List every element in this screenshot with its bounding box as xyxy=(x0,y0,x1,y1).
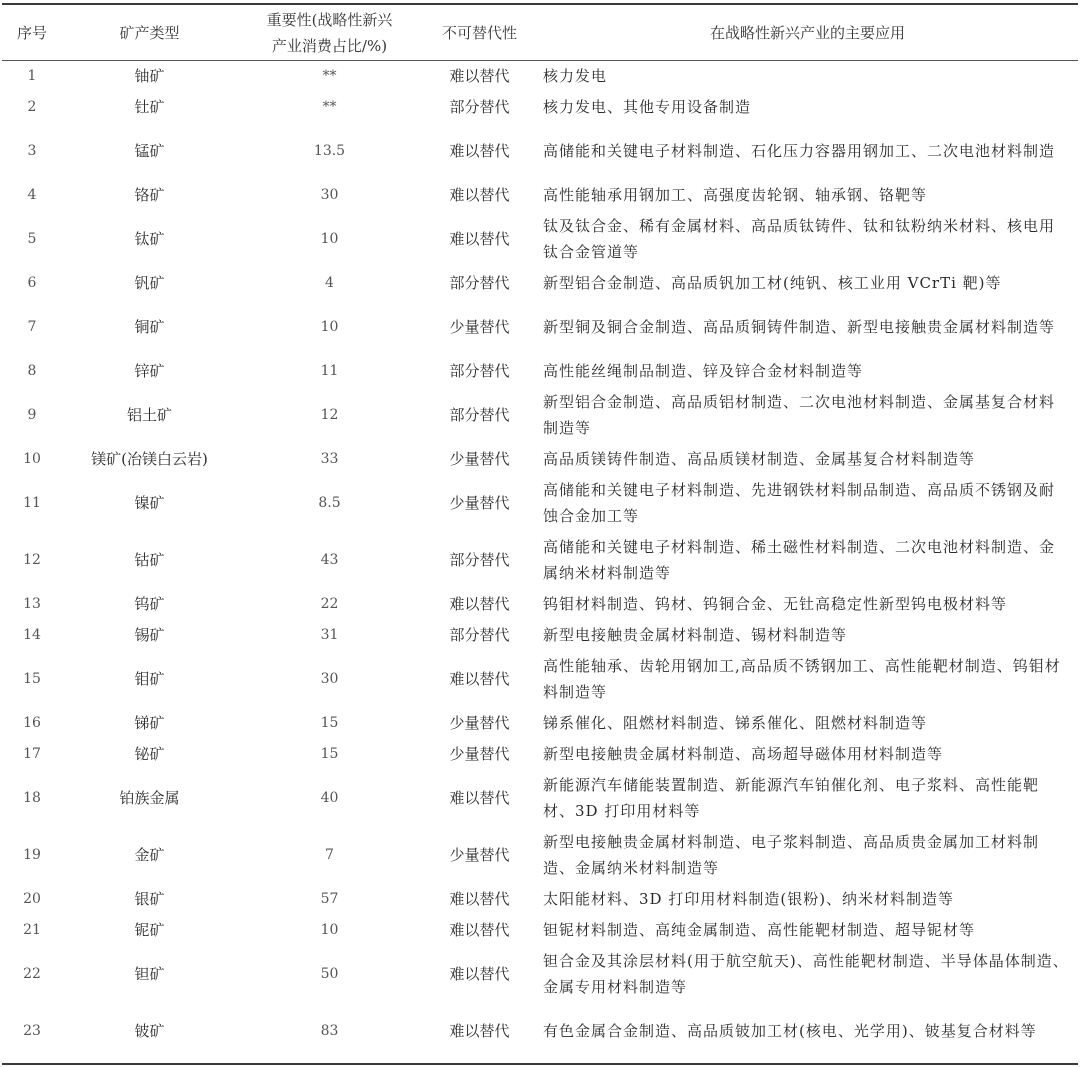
row-substitutability: 部分替代 xyxy=(449,551,510,569)
row-index: 20 xyxy=(23,891,41,907)
row-importance-value: 11 xyxy=(320,363,339,379)
row-importance-value: 10 xyxy=(320,922,339,938)
row-applications: 钛及钛合金、稀有金属材料、高品质钛铸件、钛和钛粉纳米材料、核电用钛合金管道等 xyxy=(543,217,1056,261)
row-index: 18 xyxy=(23,790,41,806)
row-importance-value: 30 xyxy=(320,187,339,203)
row-substitutability: 难以替代 xyxy=(449,789,510,807)
row-applications: 新型铝合金制造、高品质铝材制造、二次电池材料制造、金属基复合材料制造等 xyxy=(543,393,1056,437)
table-row xyxy=(2,268,1078,299)
table-row xyxy=(2,739,1078,770)
row-substitutability: 难以替代 xyxy=(449,1022,510,1040)
header-mineral-type: 矿产类型 xyxy=(119,23,180,42)
row-substitutability: 部分替代 xyxy=(449,626,510,644)
row-applications: 高储能和关键电子材料制造、石化压力容器用钢加工、二次电池材料制造 xyxy=(543,142,1056,160)
row-index: 10 xyxy=(23,451,41,467)
row-mineral-type: 铀矿 xyxy=(134,67,165,86)
row-importance-value: 10 xyxy=(320,231,339,247)
row-applications: 高品质镁铸件制造、高品质镁材制造、金属基复合材料制造等 xyxy=(543,450,976,468)
row-mineral-type: 铌矿 xyxy=(134,921,165,939)
table-row xyxy=(2,92,1078,123)
row-importance-value: ** xyxy=(322,68,337,85)
row-index: 7 xyxy=(27,319,37,335)
row-substitutability: 部分替代 xyxy=(449,406,510,424)
table-row xyxy=(2,946,1078,1003)
table-row xyxy=(2,123,1078,180)
row-importance-value: 30 xyxy=(320,671,339,687)
row-mineral-type: 铋矿 xyxy=(134,745,165,763)
row-index: 1 xyxy=(27,68,37,85)
row-applications: 新型电接触贵金属材料制造、高场超导磁体用材料制造等 xyxy=(543,745,944,763)
row-applications: 新能源汽车储能装置制造、新能源汽车铂催化剂、电子浆料、高性能靶材、3D 打印用材料等 xyxy=(543,776,1040,820)
row-applications: 有色金属合金制造、高品质铍加工材(核电、光学用)、铍基复合材料等 xyxy=(543,1022,1037,1040)
row-substitutability: 部分替代 xyxy=(449,98,510,116)
row-applications: 锑系催化、阻燃材料制造、锑系催化、阻燃材料制造等 xyxy=(543,714,928,732)
row-mineral-type: 铝土矿 xyxy=(126,406,172,424)
header-applications: 在战略性新兴产业的主要应用 xyxy=(709,23,905,42)
table-row xyxy=(2,211,1078,268)
row-substitutability: 难以替代 xyxy=(449,230,510,248)
row-mineral-type: 锡矿 xyxy=(134,626,165,644)
row-substitutability: 难以替代 xyxy=(449,890,510,908)
row-index: 17 xyxy=(23,746,41,762)
table-row xyxy=(2,475,1078,532)
row-index: 14 xyxy=(23,627,41,643)
row-mineral-type: 铜矿 xyxy=(134,318,165,336)
row-mineral-type: 镍矿 xyxy=(134,494,165,512)
row-index: 11 xyxy=(23,495,41,511)
row-applications: 高性能轴承、齿轮用钢加工,高品质不锈钢加工、高性能靶材制造、钨钼材料制造等 xyxy=(543,657,1061,701)
row-applications: 核力发电、其他专用设备制造 xyxy=(543,98,752,116)
row-importance-value: 50 xyxy=(320,966,339,982)
row-index: 3 xyxy=(27,143,37,159)
row-mineral-type: 铂族金属 xyxy=(119,789,180,807)
row-substitutability: 难以替代 xyxy=(449,142,510,160)
row-importance-value: 7 xyxy=(325,847,334,863)
row-applications: 高性能轴承用钢加工、高强度齿轮钢、轴承钢、铬靶等 xyxy=(543,186,928,204)
row-substitutability: 难以替代 xyxy=(449,965,510,983)
row-substitutability: 少量替代 xyxy=(449,714,510,732)
table-row xyxy=(2,1003,1078,1060)
row-importance-value: 33 xyxy=(320,451,339,467)
row-applications: 高储能和关键电子材料制造、先进钢铁材料制品制造、高品质不锈钢及耐蚀合金加工等 xyxy=(543,481,1056,525)
row-importance-value: 57 xyxy=(320,891,339,907)
table-row xyxy=(2,770,1078,827)
table-row xyxy=(2,651,1078,708)
row-substitutability: 少量替代 xyxy=(449,846,510,864)
row-mineral-type: 钨矿 xyxy=(134,595,165,613)
row-applications: 高储能和关键电子材料制造、稀土磁性材料制造、二次电池材料制造、金属纳米材料制造等 xyxy=(543,538,1056,582)
row-index: 2 xyxy=(27,99,37,115)
table-row xyxy=(2,708,1078,739)
row-substitutability: 少量替代 xyxy=(449,745,510,763)
row-applications: 新型铝合金制造、高品质钒加工材(纯钒、核工业用 VCrTi 靶)等 xyxy=(543,274,1002,292)
row-index: 12 xyxy=(23,552,41,568)
row-applications: 高性能丝绳制品制造、锌及锌合金材料制造等 xyxy=(543,362,864,380)
table-row xyxy=(2,827,1078,884)
row-mineral-type: 锰矿 xyxy=(134,142,165,160)
row-importance-value: 4 xyxy=(325,275,334,291)
row-index: 15 xyxy=(23,671,41,687)
row-applications: 新型电接触贵金属材料制造、锡材料制造等 xyxy=(543,626,848,644)
row-applications: 新型电接触贵金属材料制造、电子浆料制造、高品质贵金属加工材料制造、金属纳米材料制造等 xyxy=(543,833,1040,877)
header-irreplaceability: 不可替代性 xyxy=(441,23,517,42)
row-importance-value: ** xyxy=(322,99,337,115)
row-importance-value: 43 xyxy=(320,552,339,568)
table-row xyxy=(2,620,1078,651)
row-mineral-type: 银矿 xyxy=(134,890,165,908)
row-importance-value: 12 xyxy=(320,407,339,423)
table-row xyxy=(2,299,1078,356)
row-index: 19 xyxy=(23,847,41,863)
row-importance-value: 15 xyxy=(320,715,339,731)
table-row xyxy=(2,884,1078,915)
row-importance-value: 15 xyxy=(320,746,339,762)
row-index: 9 xyxy=(27,407,37,423)
row-importance-value: 13.5 xyxy=(313,143,346,159)
row-mineral-type: 铬矿 xyxy=(134,186,165,204)
header-importance-line2: 产业消费占比/%) xyxy=(271,36,388,55)
row-substitutability: 难以替代 xyxy=(449,595,510,613)
table-row xyxy=(2,180,1078,211)
table-row xyxy=(2,61,1078,92)
row-substitutability: 少量替代 xyxy=(449,450,510,468)
row-substitutability: 难以替代 xyxy=(449,921,510,939)
row-mineral-type: 铍矿 xyxy=(134,1022,165,1040)
row-applications: 太阳能材料、3D 打印用材料制造(银粉)、纳米材料制造等 xyxy=(543,890,955,908)
row-index: 5 xyxy=(27,231,37,247)
row-substitutability: 少量替代 xyxy=(449,494,510,512)
table-row xyxy=(2,356,1078,387)
row-index: 21 xyxy=(23,922,41,938)
row-mineral-type: 镁矿(冶镁白云岩) xyxy=(91,450,208,468)
header-importance xyxy=(237,5,422,61)
row-importance-value: 10 xyxy=(320,319,339,335)
row-mineral-type: 钍矿 xyxy=(134,98,165,116)
row-substitutability: 难以替代 xyxy=(449,67,510,86)
row-mineral-type: 金矿 xyxy=(134,846,165,864)
row-substitutability: 部分替代 xyxy=(449,274,510,292)
row-substitutability: 部分替代 xyxy=(449,362,510,380)
row-index: 4 xyxy=(27,187,37,203)
row-mineral-type: 锌矿 xyxy=(134,362,165,380)
row-mineral-type: 钽矿 xyxy=(134,965,165,983)
row-index: 8 xyxy=(27,363,37,379)
table-row xyxy=(2,444,1078,475)
row-applications: 钨钼材料制造、钨材、钨铜合金、无钍高稳定性新型钨电极材料等 xyxy=(543,595,1008,613)
table-row xyxy=(2,387,1078,444)
row-importance-value: 8.5 xyxy=(318,495,341,511)
row-index: 23 xyxy=(23,1023,41,1039)
row-applications: 新型铜及铜合金制造、高品质铜铸件制造、新型电接触贵金属材料制造等 xyxy=(543,318,1056,336)
row-mineral-type: 钒矿 xyxy=(134,274,165,292)
row-importance-value: 83 xyxy=(320,1023,339,1039)
row-importance-value: 31 xyxy=(320,627,339,643)
table-bottom-rule xyxy=(2,1063,1078,1065)
table-header-row xyxy=(2,5,1078,61)
row-applications: 钽铌材料制造、高纯金属制造、高性能靶材制造、超导铌材等 xyxy=(543,921,976,939)
row-applications: 核力发电 xyxy=(543,67,608,86)
critical-minerals-table xyxy=(2,5,1078,1060)
table-row xyxy=(2,915,1078,946)
row-index: 16 xyxy=(23,715,41,731)
row-applications: 钽合金及其涂层材料(用于航空航天)、高性能靶材制造、半导体晶体制造、金属专用材料制造等 xyxy=(543,952,1069,996)
row-mineral-type: 钛矿 xyxy=(134,230,165,248)
row-mineral-type: 锑矿 xyxy=(134,714,165,732)
header-importance-line1: 重要性(战略性新兴 xyxy=(266,10,393,29)
row-importance-value: 22 xyxy=(320,596,339,612)
row-substitutability: 难以替代 xyxy=(449,186,510,204)
row-mineral-type: 钼矿 xyxy=(134,670,165,688)
row-index: 13 xyxy=(23,596,41,612)
header-index: 序号 xyxy=(16,23,47,42)
table-row xyxy=(2,589,1078,620)
row-index: 6 xyxy=(27,275,37,291)
row-substitutability: 少量替代 xyxy=(449,318,510,336)
row-index: 22 xyxy=(23,966,41,982)
row-mineral-type: 钴矿 xyxy=(134,551,165,569)
row-importance-value: 40 xyxy=(320,790,339,806)
row-substitutability: 难以替代 xyxy=(449,670,510,688)
table-row xyxy=(2,532,1078,589)
